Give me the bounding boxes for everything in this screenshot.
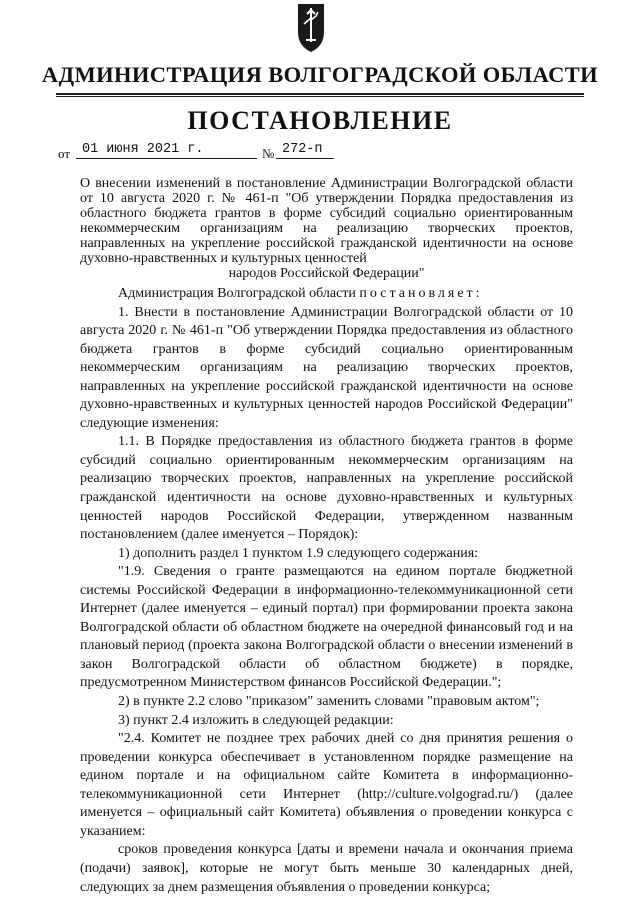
number-prefix: № bbox=[262, 146, 275, 161]
document-date: 01 июня 2021 г. bbox=[76, 142, 257, 159]
intro-verb: постановляет: bbox=[359, 286, 483, 301]
document-number: 272-п bbox=[276, 142, 334, 159]
header-rule-thin bbox=[56, 96, 584, 97]
title-last-line: народов Российской Федерации" bbox=[228, 266, 425, 281]
item-3-text: "2.4. Комитет не позднее трех рабочих дней со дня принятия решения о проведении конкурса обеспечивает в установленном порядке размещение на едином портале и на официальном сайте Комитета в информационно-телекоммуникационной сети Интернет (http://culture.volgograd.ru/) (далее именуется – официальный сайт Комитета) объявления о проведении конкурса с указанием: bbox=[80, 731, 573, 839]
header-rule bbox=[56, 93, 584, 95]
document-body bbox=[80, 285, 573, 897]
title-text: О внесении изменений в постановление Администрации Волгоградской области от 10 августа 2020 г. № 461-п "Об утверждении Порядка предоставления из областного бюджета грантов в форме субсидий социально ориентированным некоммерческим организациям на реализацию творческих проектов, направленных на укрепление российской гражданской идентичности на основе духовно-нравственных и культурных ценностей bbox=[80, 176, 573, 266]
date-number-line bbox=[58, 142, 558, 160]
paragraph-1-1: 1.1. В Порядке предоставления из областного бюджета грантов в форме субсидий социально ориентированным некоммерческим организациям на реализацию творческих проектов, направленных на укрепление российской гражданской идентичности на основе духовно-нравственных и культурных ценностей народов Российской Федерации, утвержденном названным постановлением (далее именуется – Порядок): bbox=[80, 434, 573, 543]
document-title bbox=[80, 176, 573, 281]
organization-name: АДМИНИСТРАЦИЯ ВОЛГОГРАДСКОЙ ОБЛАСТИ bbox=[41, 62, 599, 87]
document-type: ПОСТАНОВЛЕНИЕ bbox=[187, 106, 453, 135]
item-1: 1) дополнить раздел 1 пунктом 1.9 следующего содержания: bbox=[118, 545, 479, 561]
item-3-deadlines: сроков проведения конкурса [даты и времени начала и окончания приема (подачи) заявок], которые не могут быть меньше 30 календарных дней, следующих за днем размещения объявления о проведении конкурса; bbox=[80, 842, 573, 895]
date-prefix: от bbox=[58, 146, 71, 161]
item-2: 2) в пункте 2.2 слово "приказом" заменить словами "правовым актом"; bbox=[118, 694, 540, 710]
intro-org: Администрация Волгоградской области bbox=[118, 286, 356, 301]
paragraph-1: 1. Внести в постановление Администрации Волгоградской области от 10 августа 2020 г. № 461-п "Об утверждении Порядка предоставления из областного бюджета грантов в форме субсидий социально ориентированным некоммерческим организациям на реализацию творческих проектов, направленных на укрепление российской гражданской идентичности на основе духовно-нравственных и культурных ценностей народов Российской Федерации" следующие изменения: bbox=[80, 304, 573, 431]
item-1-text: "1.9. Сведения о гранте размещаются на едином портале бюджетной системы Российской Федерации в информационно-телекоммуникационной сети Интернет (далее именуется – единый портал) при формировании проекта закона Волгоградской области об областном бюджете на очередной финансовый год и на плановый период (проекта закона Волгоградской области о внесении изменений в закон Волгоградской области об областном бюджете) в порядке, предусмотренном Министерством финансов Российской Федерации."; bbox=[80, 564, 573, 691]
item-3: 3) пункт 2.4 изложить в следующей редакции: bbox=[118, 712, 394, 728]
intro-paragraph bbox=[80, 285, 573, 304]
coat-of-arms-icon bbox=[296, 2, 326, 54]
